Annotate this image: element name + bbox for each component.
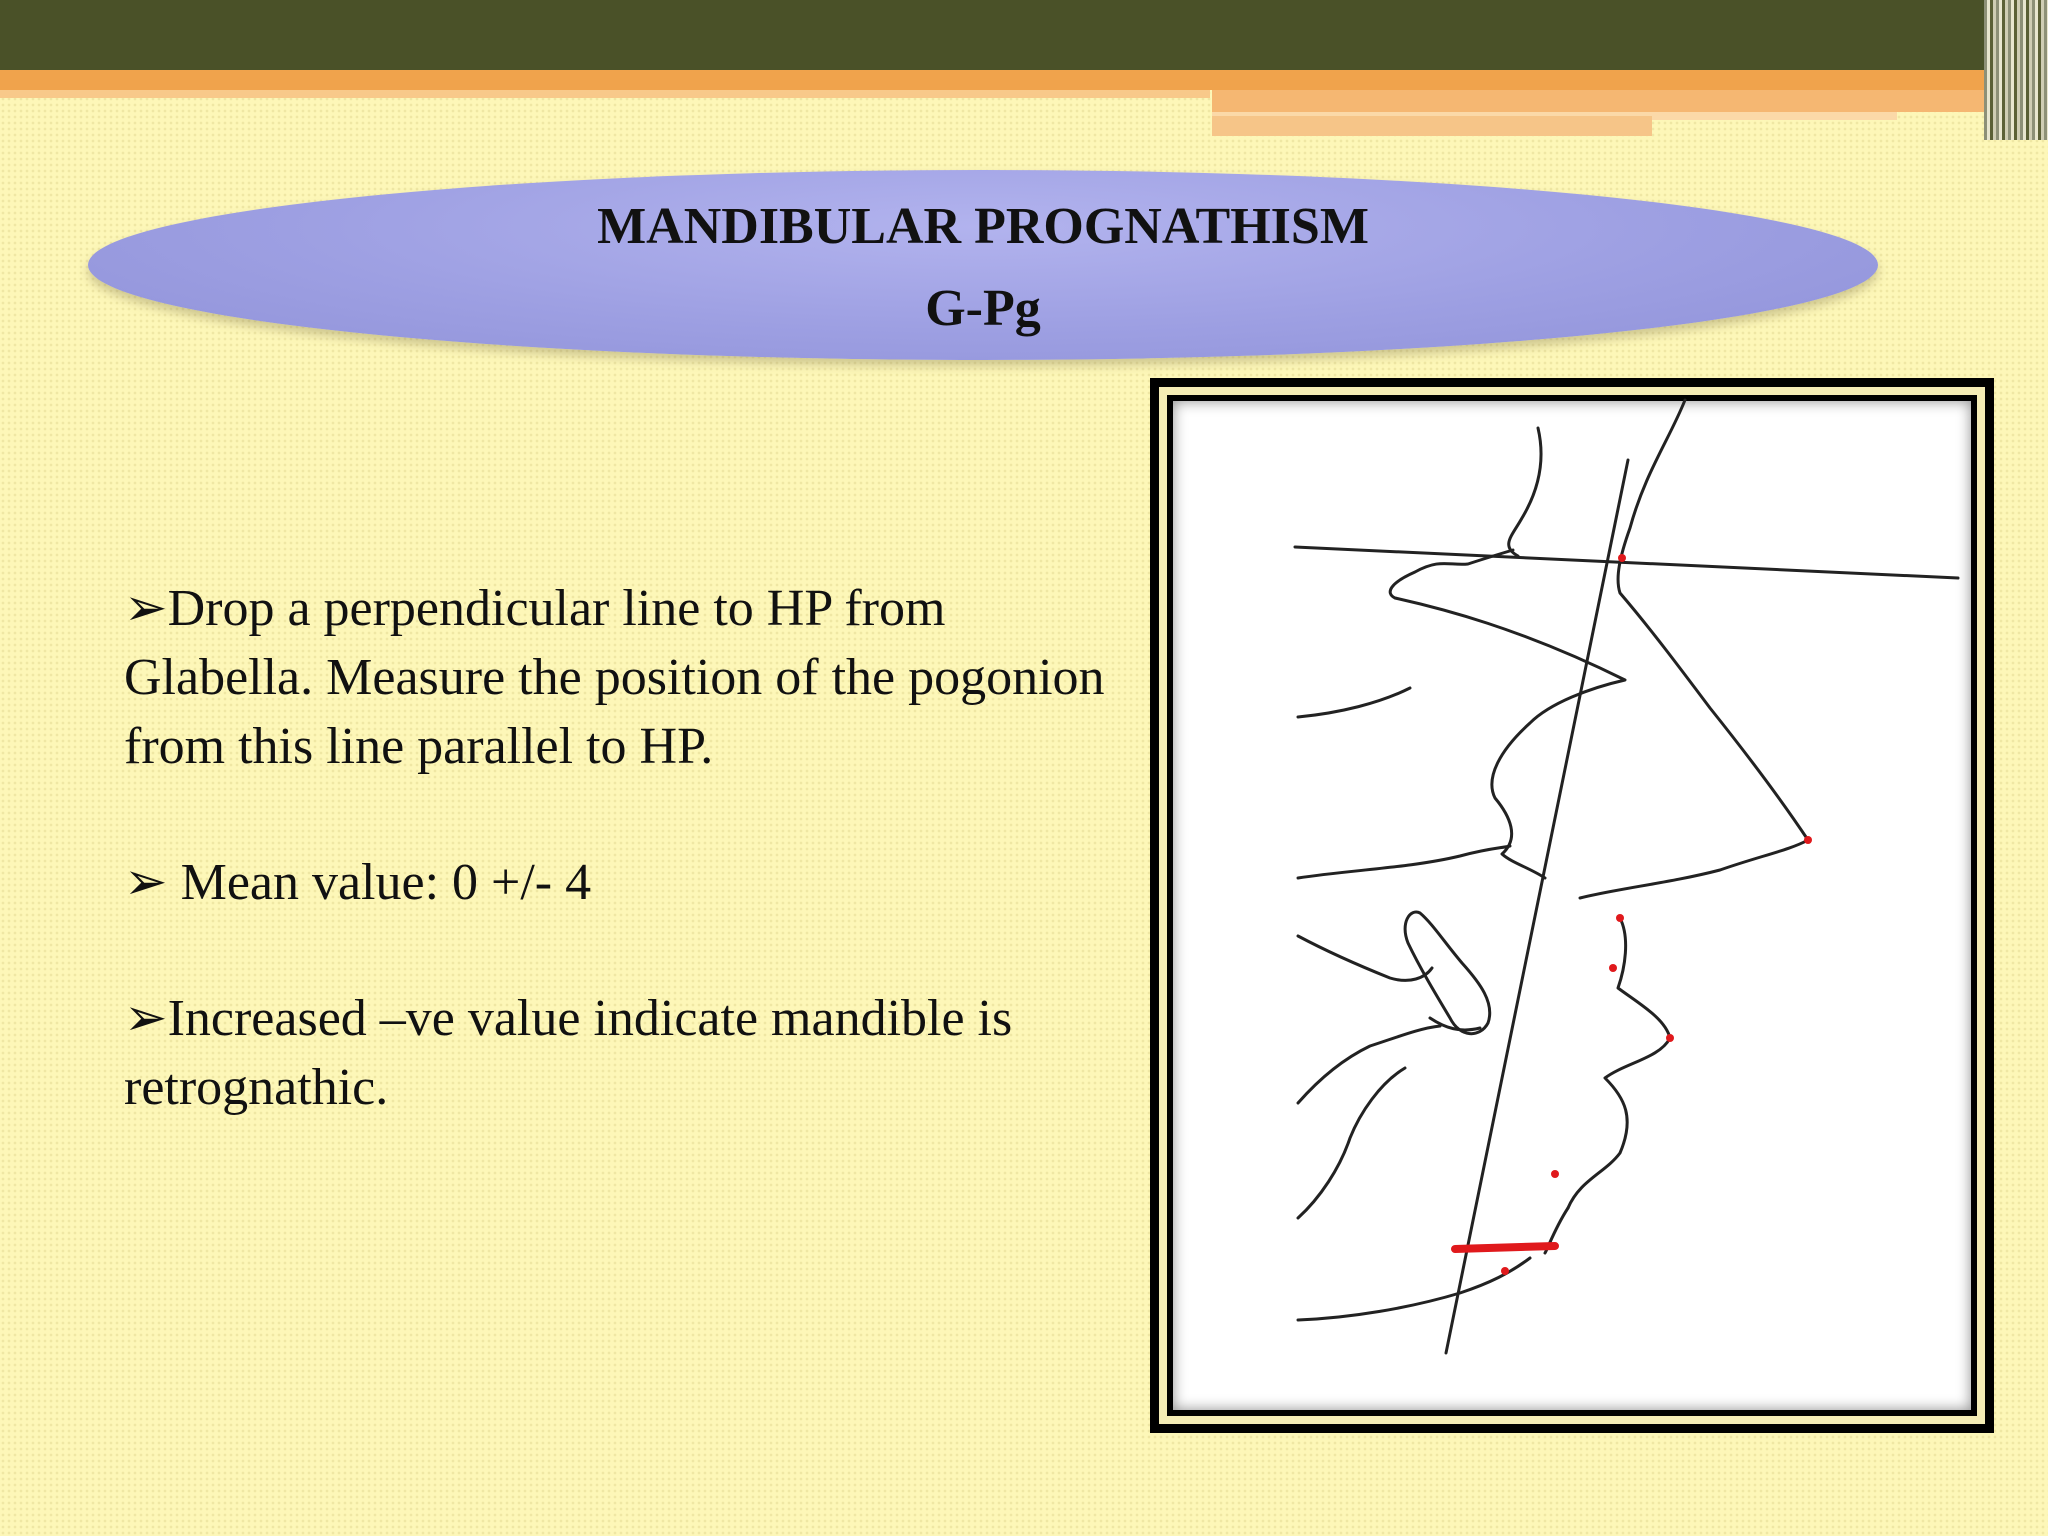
bullet-text: Increased –ve value indicate mandible is retrognathic. [124,990,1013,1116]
bullet-item [124,984,1124,1122]
bullet-list [124,574,1124,1189]
accent-stripe [0,70,2048,90]
bullet-text: Mean value: 0 +/- 4 [167,854,592,911]
measurement-line [1455,1246,1555,1249]
top-bar [0,0,2048,70]
bullet-arrow-icon: ➢ [124,580,168,637]
accent-stripe-right-short [1212,116,1652,136]
slide-subtitle: G-Pg [925,280,1041,337]
accent-stripe-right [1212,90,2048,112]
cephalometric-figure [1150,378,1994,1433]
slide-title: MANDIBULAR PROGNATHISM [597,198,1369,255]
bullet-arrow-icon: ➢ [124,854,168,911]
accent-stripe-light [0,90,1210,98]
bullet-arrow-icon: ➢ [124,990,168,1047]
bullet-item [124,574,1124,781]
landmark-points [1501,554,1812,1275]
bullet-text: Drop a perpendicular line to HP from Glabella. Measure the position of the pogonion from this line parallel to HP. [124,580,1105,775]
corner-stripes [1984,0,2048,140]
profile-tracing-icon [1150,378,1994,1433]
bullet-item [124,848,1124,917]
